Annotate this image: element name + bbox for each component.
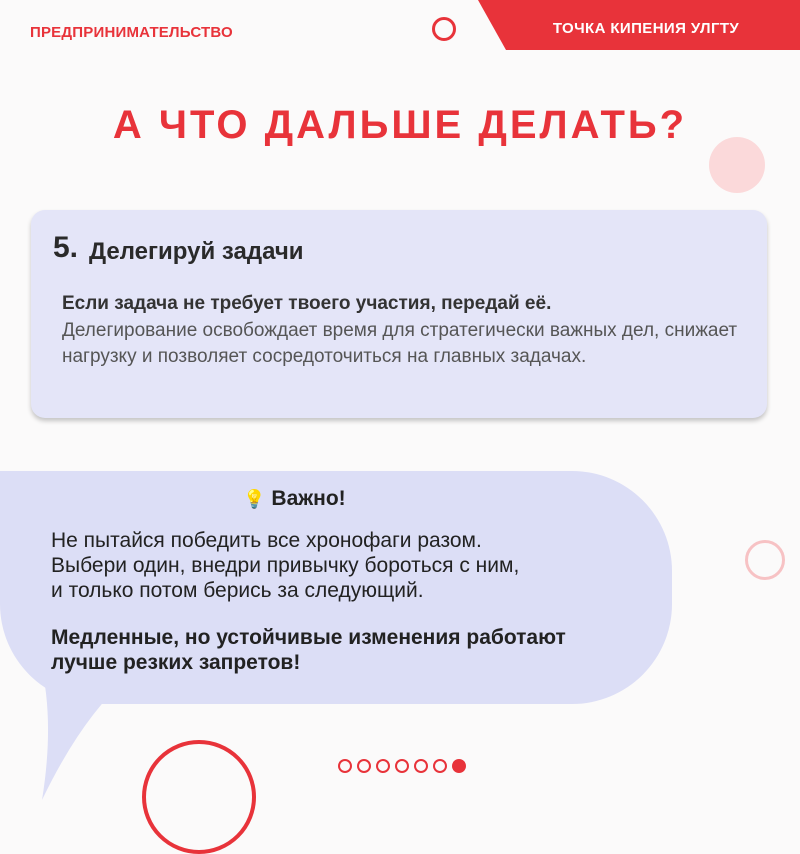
topic-label: ПРЕДПРИНИМАТЕЛЬСТВО	[30, 24, 233, 41]
decor-ring	[142, 740, 256, 854]
decor-ring	[745, 540, 785, 580]
note-line: лучше резких запретов!	[51, 651, 301, 674]
note-heading	[243, 487, 346, 511]
note-line: Медленные, но устойчивые изменения работают	[51, 626, 566, 649]
note-body	[51, 528, 671, 603]
page-dot-2[interactable]	[357, 759, 371, 773]
note-line: Не пытайся победить все хронофаги разом.	[51, 529, 482, 552]
decor-ring	[432, 17, 456, 41]
page-title: А ЧТО ДАЛЬШЕ ДЕЛАТЬ?	[112, 103, 688, 147]
brand-name: ТОЧКА КИПЕНИЯ УЛГТУ	[552, 20, 740, 37]
page-dot-7[interactable]	[452, 759, 466, 773]
decor-dot	[709, 137, 765, 193]
tip-lead: Если задача не требует твоего участия, передай её.	[62, 293, 552, 314]
page-dot-1[interactable]	[338, 759, 352, 773]
page-dot-3[interactable]	[376, 759, 390, 773]
page-dot-4[interactable]	[395, 759, 409, 773]
lightbulb-icon: 💡	[243, 489, 266, 509]
note-conclusion	[51, 625, 671, 675]
page-dot-6[interactable]	[433, 759, 447, 773]
note-line: Выбери один, внедри привычку бороться с ним,	[51, 554, 520, 577]
note-line: и только потом берись за следующий.	[51, 579, 424, 602]
tip-number: 5.	[53, 231, 79, 264]
page-dot-5[interactable]	[414, 759, 428, 773]
pagination	[338, 759, 466, 773]
tip-title: Делегируй задачи	[89, 238, 304, 265]
tip-body: Делегирование освобождает время для стратегически важных дел, снижает нагрузку и позволяет сосредоточиться на главных задачах.	[62, 320, 738, 367]
note-title: Важно!	[271, 487, 346, 510]
